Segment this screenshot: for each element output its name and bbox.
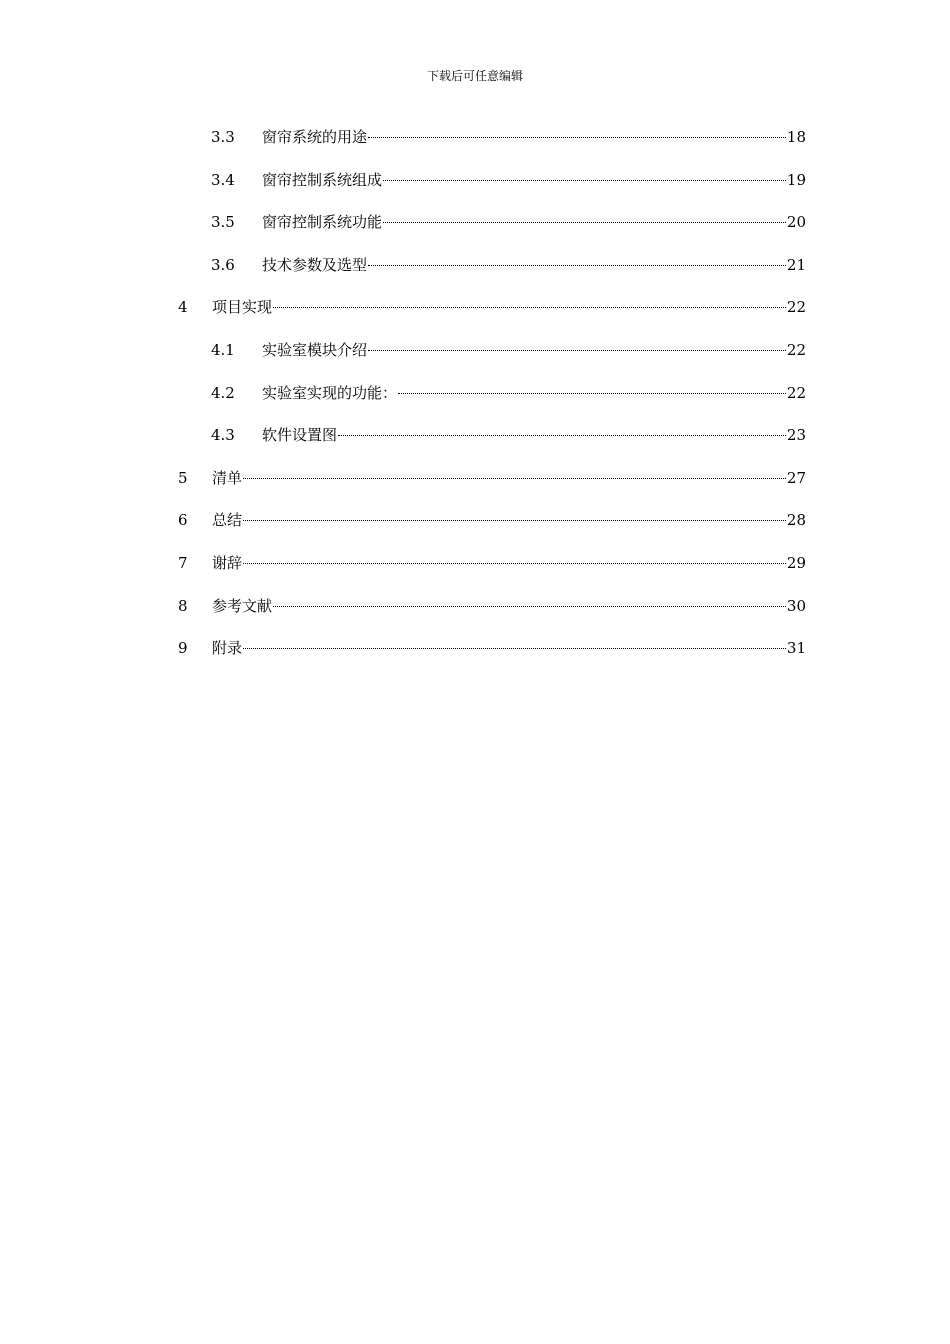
toc-entry-title: 窗帘控制系统功能 bbox=[262, 213, 383, 232]
toc-entry-title: 窗帘控制系统组成 bbox=[262, 170, 383, 189]
toc-entry-page: 27 bbox=[786, 468, 806, 487]
page-header: 下载后可任意编辑 bbox=[426, 69, 523, 83]
toc-entry-title: 附录 bbox=[212, 639, 243, 658]
toc-entry-page: 22 bbox=[786, 383, 806, 402]
toc-entry-page: 31 bbox=[786, 639, 806, 658]
dot-leader bbox=[273, 307, 786, 308]
dot-leader bbox=[273, 606, 786, 607]
toc-entry-title: 参考文献 bbox=[212, 596, 273, 615]
toc-entry-page: 18 bbox=[786, 128, 806, 146]
toc-entry[interactable] bbox=[0, 252, 950, 295]
toc-entry-number: 5 bbox=[178, 468, 188, 487]
toc-entry[interactable] bbox=[0, 167, 950, 210]
toc-entry-title: 总结 bbox=[212, 511, 243, 530]
dot-leader bbox=[338, 435, 786, 436]
toc-entry-title: 实验室实现的功能： bbox=[262, 383, 398, 402]
toc-entry-title: 清单 bbox=[212, 468, 243, 487]
dot-leader bbox=[383, 180, 786, 181]
toc-entry-title: 谢辞 bbox=[212, 553, 243, 572]
toc-entry-number: 8 bbox=[178, 596, 188, 615]
toc-entry[interactable] bbox=[0, 465, 950, 508]
table-of-contents bbox=[0, 124, 950, 678]
dot-leader bbox=[398, 393, 786, 394]
toc-entry-number: 3.5 bbox=[211, 213, 235, 232]
toc-entry-number: 3.4 bbox=[211, 170, 235, 189]
dot-leader bbox=[368, 265, 786, 266]
toc-entry[interactable] bbox=[0, 294, 950, 337]
toc-entry-page: 21 bbox=[786, 255, 806, 274]
toc-entry[interactable] bbox=[0, 380, 950, 423]
toc-entry-title: 项目实现 bbox=[212, 298, 273, 317]
toc-entry[interactable] bbox=[0, 550, 950, 593]
toc-entry-page: 19 bbox=[786, 170, 806, 189]
dot-leader bbox=[368, 350, 786, 351]
toc-entry[interactable] bbox=[0, 593, 950, 636]
toc-entry-number: 7 bbox=[178, 553, 188, 572]
toc-entry[interactable] bbox=[0, 124, 950, 167]
toc-entry-page: 20 bbox=[786, 213, 806, 232]
dot-leader bbox=[243, 563, 786, 564]
toc-entry-page: 23 bbox=[786, 426, 806, 445]
toc-entry[interactable] bbox=[0, 422, 950, 465]
toc-entry-page: 30 bbox=[786, 596, 806, 615]
toc-entry-title: 技术参数及选型 bbox=[262, 255, 368, 274]
toc-entry-title: 软件设置图 bbox=[262, 426, 338, 445]
toc-entry-number: 6 bbox=[178, 511, 188, 530]
toc-entry-number: 4.3 bbox=[211, 426, 235, 445]
toc-entry[interactable] bbox=[0, 337, 950, 380]
toc-entry[interactable] bbox=[0, 507, 950, 550]
dot-leader bbox=[383, 222, 786, 223]
toc-entry-page: 22 bbox=[786, 298, 806, 317]
toc-entry-number: 3.3 bbox=[211, 128, 235, 146]
toc-entry-page: 22 bbox=[786, 340, 806, 359]
toc-entry[interactable] bbox=[0, 209, 950, 252]
dot-leader bbox=[243, 478, 786, 479]
dot-leader bbox=[368, 137, 786, 138]
toc-entry-title: 实验室模块介绍 bbox=[262, 340, 368, 359]
toc-entry-page: 28 bbox=[786, 511, 806, 530]
dot-leader bbox=[243, 520, 786, 521]
toc-entry-title: 窗帘系统的用途 bbox=[262, 128, 368, 146]
toc-entry-number: 4.1 bbox=[211, 340, 235, 359]
toc-entry-number: 4.2 bbox=[211, 383, 235, 402]
dot-leader bbox=[243, 648, 786, 649]
toc-entry-number: 9 bbox=[178, 639, 188, 658]
toc-entry-page: 29 bbox=[786, 553, 806, 572]
toc-entry[interactable] bbox=[0, 635, 950, 678]
toc-entry-number: 4 bbox=[178, 298, 188, 317]
toc-entry-number: 3.6 bbox=[211, 255, 235, 274]
